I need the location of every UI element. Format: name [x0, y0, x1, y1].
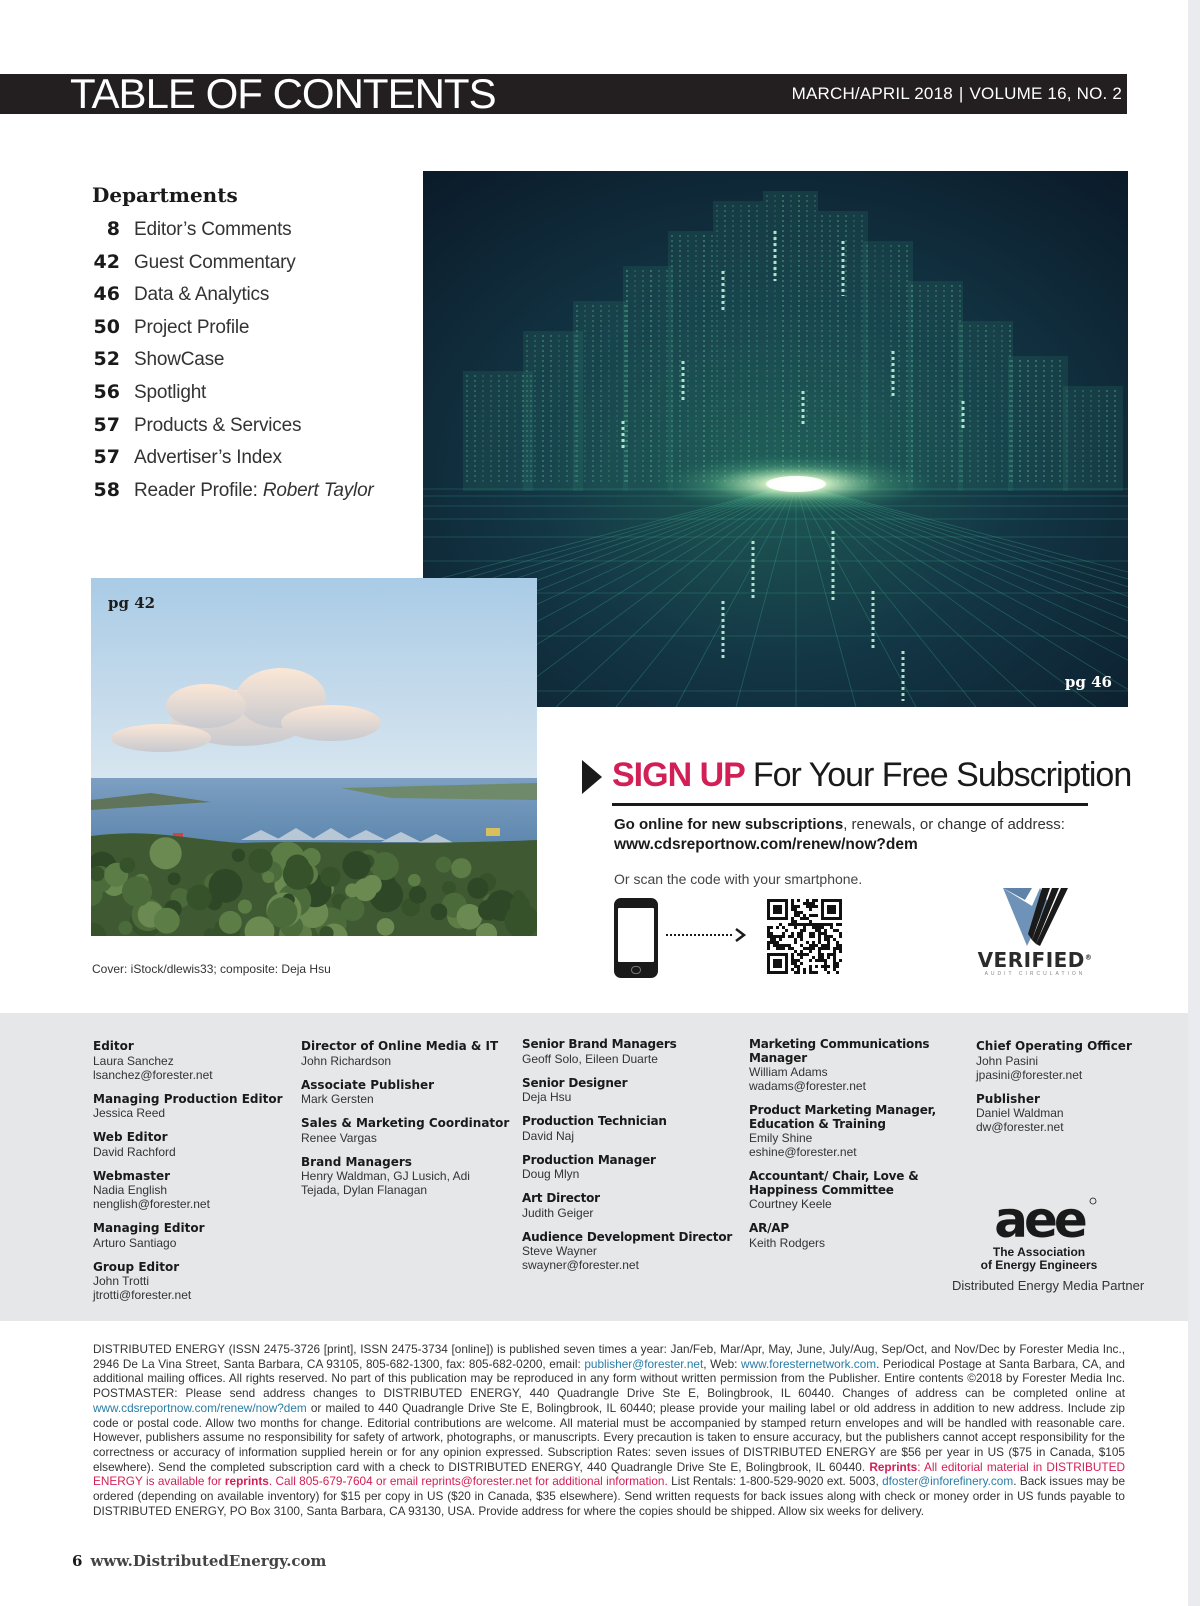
staff-role: Production Technician	[522, 1114, 667, 1128]
issue-date: MARCH/APRIL 2018	[791, 84, 953, 103]
cover-caption: Cover: iStock/dlewis33; composite: Deja Hsu	[92, 962, 331, 976]
page-ref-46: pg 46	[1064, 673, 1112, 691]
staff-role: Director of Online Media & IT	[301, 1039, 499, 1053]
staff-entry	[749, 1104, 964, 1159]
legal-dfoster-link[interactable]: dfoster@inforefinery.com	[882, 1474, 1014, 1489]
staff-entry	[93, 1170, 283, 1212]
issue-separator: |	[958, 84, 964, 103]
department-label: Products & Services	[134, 414, 302, 436]
staff-role: Brand Managers	[301, 1154, 412, 1169]
legal-reprints-contact: . Call 805-679-7604 or email reprints@forester.net for additional information.	[268, 1474, 668, 1489]
footer-url-link[interactable]: www.DistributedEnergy.com	[90, 1552, 327, 1570]
staff-role: Editor	[93, 1039, 134, 1053]
departments-list	[92, 218, 374, 511]
staff-role: Chief Operating Officer	[976, 1039, 1132, 1053]
staff-entry	[749, 1170, 964, 1211]
department-page: 50	[93, 315, 120, 338]
verified-text	[970, 948, 1100, 972]
staff-name: Emily Shine	[749, 1131, 813, 1145]
legal-reprints-word: reprints	[224, 1474, 269, 1489]
department-page: 52	[93, 348, 120, 371]
staff-role: Accountant/ Chair, Love & Happiness Committee	[749, 1169, 919, 1197]
department-page: 57	[93, 413, 120, 436]
staff-role: Managing Editor	[93, 1221, 205, 1235]
staff-entry	[749, 1038, 964, 1093]
staff-name: David Naj	[522, 1128, 575, 1143]
staff-role: Senior Designer	[522, 1075, 628, 1090]
aee-logo-icon	[978, 1193, 1100, 1273]
staff-name: Jessica Reed	[93, 1106, 166, 1120]
page-edge-strip	[1188, 0, 1200, 1606]
department-item[interactable]	[92, 316, 374, 349]
signup-instructions-rest: , renewals, or change of address:	[843, 816, 1065, 833]
staff-name: Daniel Waldman	[976, 1106, 1064, 1120]
legal-part: . Back issues may be ordered (depending on available inventory) for $15 per copy in US ($20 in Canada, $35 elsewhere). Send written requests for back issues along with check or money order in US funds payable to DISTRIBUTED ENERGY, PO Box 3100, Santa Barbara, CA 93130, USA. Provide address for where the copies should be shipped. Allow six weeks for delivery.	[93, 1474, 1125, 1518]
staff-column-3	[522, 1038, 737, 1283]
staff-entry	[522, 1231, 737, 1273]
staff-entry	[301, 1117, 511, 1145]
staff-entry	[522, 1154, 737, 1182]
department-page: 8	[106, 218, 120, 240]
department-label	[134, 480, 374, 502]
aee-logo-line2: of Energy Engineers	[980, 1258, 1098, 1272]
staff-name: John Trotti	[93, 1274, 150, 1288]
staff-entry	[522, 1077, 737, 1105]
staff-email[interactable]: nenglish@forester.net	[93, 1197, 210, 1211]
staff-column-2	[301, 1040, 511, 1208]
staff-entry	[522, 1115, 737, 1143]
signup-bold: SIGN UP	[612, 756, 745, 794]
landscape-photo[interactable]	[91, 578, 537, 936]
staff-role: Product Marketing Manager, Education & Training	[749, 1103, 936, 1131]
legal-web-link[interactable]: www.foresternetwork.com	[741, 1356, 877, 1371]
staff-entry	[301, 1040, 511, 1068]
department-page: 42	[93, 250, 120, 273]
department-item[interactable]	[92, 414, 374, 447]
legal-part: List Rentals: 1-800-529-9020 ext. 5003,	[667, 1474, 883, 1489]
department-label: Project Profile	[134, 316, 250, 338]
staff-entry	[749, 1222, 964, 1250]
department-item[interactable]	[92, 446, 374, 479]
staff-name: Laura Sanchez	[93, 1053, 174, 1068]
department-label: Guest Commentary	[134, 251, 296, 273]
department-item[interactable]	[92, 381, 374, 414]
legal-renew-link[interactable]: www.cdsreportnow.com/renew/now?dem	[93, 1400, 307, 1415]
staff-entry	[93, 1222, 283, 1250]
staff-email[interactable]: jtrotti@forester.net	[93, 1288, 192, 1302]
staff-email[interactable]: lsanchez@forester.net	[93, 1067, 213, 1082]
signup-divider	[612, 803, 1088, 806]
legal-reprints-text: : All editorial material in DISTRIBUTED ENERGY is available for	[93, 1459, 1125, 1489]
smartphone-icon	[614, 898, 658, 978]
staff-role: Web Editor	[93, 1130, 168, 1144]
staff-email[interactable]: swayner@forester.net	[522, 1258, 639, 1272]
staff-name: Renee Vargas	[301, 1130, 377, 1145]
department-page: 46	[93, 283, 120, 306]
departments-heading: Departments	[92, 183, 238, 207]
staff-role: Senior Brand Managers	[522, 1037, 677, 1051]
department-page: 58	[93, 478, 120, 501]
staff-name: David Rachford	[93, 1144, 176, 1159]
legal-part: DISTRIBUTED ENERGY (ISSN 2475-3726 [print], ISSN 2475-3734 [online]) is published seven times a year: Jan/Feb, Mar/Apr, May, June, July/Aug, Sep/Oct, and Nov/Dec by Forester Media Inc., 2946 De La Vina Street, Santa Barbara, CA 93105, 805-682-1300, fax: 805-682-0200, email:	[93, 1342, 1125, 1371]
publication-legal-text	[93, 1342, 1125, 1518]
department-label: ShowCase	[134, 349, 225, 371]
legal-part: or mailed to 440 Quadrangle Drive Ste E, Bolingbrook, IL 60440; please provide your mailing label or old address in addition to new address. Include zip code or postal code. Allow two months for change. Editorial contributions are welcome. All material must be accompanied by stamped return envelopes and will be handled with reasonable care. However, publishers assume no responsibility for safety of artwork, photographs, or manuscripts. Every precaution is taken to ensure accuracy, but the publishers cannot accept responsibility for the correctness or accuracy of information supplied herein or for any opinion expressed. Subscription Rates: seven issues of DISTRIBUTED ENERGY are $56 per year in US ($75 in Canada, $105 elsewhere). Send the completed subscription card with a check to DISTRIBUTED ENERGY, 440 Quadrangle Drive Ste E, Bolingbrook, IL 60440.	[93, 1400, 1125, 1474]
staff-column-4	[749, 1038, 964, 1261]
page-number: 6	[72, 1552, 83, 1570]
staff-entry	[301, 1079, 511, 1107]
staff-role: Group Editor	[93, 1259, 180, 1274]
issue-info	[792, 74, 1122, 114]
staff-role: AR/AP	[749, 1221, 789, 1235]
issue-volume: VOLUME 16, NO. 2	[969, 84, 1122, 103]
legal-part: . Periodical Postage at Santa Barbara, CA, and additional mailing offices. All rights reserved. No part of this publication may be reproduced in any form without written permission from the Publisher. Entire contents ©2018 by Forester Media Inc. POSTMASTER: Please send address changes to DISTRIBUTED ENERGY, 440 Quadrangle Drive Ste E, Bolingbrook, IL 60440. Changes of address can be completed online at	[93, 1356, 1125, 1401]
staff-role: Publisher	[976, 1091, 1040, 1106]
dotted-arrow-icon	[666, 928, 746, 942]
staff-name: Courtney Keele	[749, 1197, 832, 1211]
page-ref-42: pg 42	[108, 594, 156, 612]
staff-name: Doug Mlyn	[522, 1167, 580, 1181]
staff-entry	[93, 1261, 283, 1303]
staff-role: Production Manager	[522, 1152, 656, 1167]
legal-part: , Web:	[703, 1356, 742, 1371]
staff-column-1	[93, 1040, 283, 1313]
staff-entry	[976, 1040, 1176, 1082]
staff-email[interactable]: eshine@forester.net	[749, 1145, 857, 1159]
qr-code-icon[interactable]	[767, 899, 842, 974]
staff-name: Henry Waldman, GJ Lusich, Adi	[301, 1169, 470, 1183]
staff-name: William Adams	[749, 1065, 828, 1079]
department-page: 57	[93, 446, 120, 469]
aee-logo-line1: The Association	[992, 1245, 1086, 1259]
department-item[interactable]	[92, 251, 374, 284]
staff-entry	[93, 1131, 283, 1159]
play-arrow-icon	[582, 760, 602, 794]
staff-name: Deja Hsu	[522, 1090, 572, 1104]
staff-email[interactable]: wadams@forester.net	[749, 1079, 866, 1093]
staff-role: Sales & Marketing Coordinator	[301, 1116, 510, 1130]
staff-email[interactable]: dw@forester.net	[976, 1120, 1064, 1134]
verified-registered: ®	[1084, 953, 1093, 962]
department-label: Data & Analytics	[134, 284, 270, 306]
aee-partner-caption: Distributed Energy Media Partner	[952, 1278, 1145, 1293]
department-label-name: Robert Taylor	[262, 479, 374, 501]
staff-name: Keith Rodgers	[749, 1235, 826, 1250]
landscape-illustration	[91, 578, 537, 936]
staff-role: Managing Production Editor	[93, 1091, 283, 1106]
department-label-prefix: Reader Profile:	[134, 479, 263, 501]
staff-name: Judith Geiger	[522, 1205, 594, 1220]
signup-instructions-bold: Go online for new subscriptions	[614, 816, 844, 833]
legal-reprints-label: Reprints	[869, 1459, 918, 1474]
staff-entry	[301, 1156, 511, 1198]
staff-name: Arturo Santiago	[93, 1235, 177, 1250]
department-label: Spotlight	[134, 381, 207, 403]
signup-title	[612, 756, 1131, 795]
staff-entry	[522, 1192, 737, 1220]
staff-name: John Richardson	[301, 1053, 392, 1068]
department-label: Advertiser’s Index	[134, 447, 282, 469]
staff-name: Steve Wayner	[522, 1244, 597, 1258]
staff-name: Mark Gersten	[301, 1092, 374, 1106]
department-label: Editor’s Comments	[134, 219, 292, 240]
department-item[interactable]	[92, 218, 374, 251]
staff-name: Geoff Solo, Eileen Duarte	[522, 1051, 658, 1066]
signup-rest: For Your Free Subscription	[752, 756, 1132, 794]
verified-word: VERIFIED	[977, 948, 1085, 972]
aee-logo-text: aee	[994, 1193, 1084, 1249]
page-footer	[72, 1552, 326, 1570]
staff-role: Webmaster	[93, 1168, 171, 1183]
page-title: TABLE OF CONTENTS	[70, 70, 496, 117]
staff-name: Tejada, Dylan Flanagan	[301, 1183, 428, 1197]
department-item[interactable]	[92, 479, 374, 512]
staff-column-5	[976, 1040, 1176, 1145]
signup-scan-text: Or scan the code with your smartphone.	[614, 871, 863, 887]
department-item[interactable]	[92, 348, 374, 381]
department-item[interactable]	[92, 283, 374, 316]
verified-subtitle: AUDIT CIRCULATION	[984, 971, 1086, 977]
staff-role: Associate Publisher	[301, 1077, 435, 1092]
staff-name: John Pasini	[976, 1053, 1039, 1068]
staff-entry	[93, 1040, 283, 1082]
staff-role: Marketing Communications Manager	[749, 1037, 930, 1065]
staff-entry	[93, 1093, 283, 1121]
department-page: 56	[93, 380, 120, 403]
staff-entry	[522, 1038, 737, 1066]
staff-entry	[976, 1093, 1176, 1135]
staff-email[interactable]: jpasini@forester.net	[976, 1067, 1083, 1082]
staff-name: Nadia English	[93, 1183, 168, 1197]
signup-url-link[interactable]: www.cdsreportnow.com/renew/now?dem	[614, 836, 918, 853]
staff-role: Art Director	[522, 1191, 600, 1205]
signup-instructions	[614, 816, 1065, 833]
staff-role: Audience Development Director	[522, 1229, 733, 1244]
legal-email-link[interactable]: publisher@forester.net	[584, 1356, 704, 1371]
